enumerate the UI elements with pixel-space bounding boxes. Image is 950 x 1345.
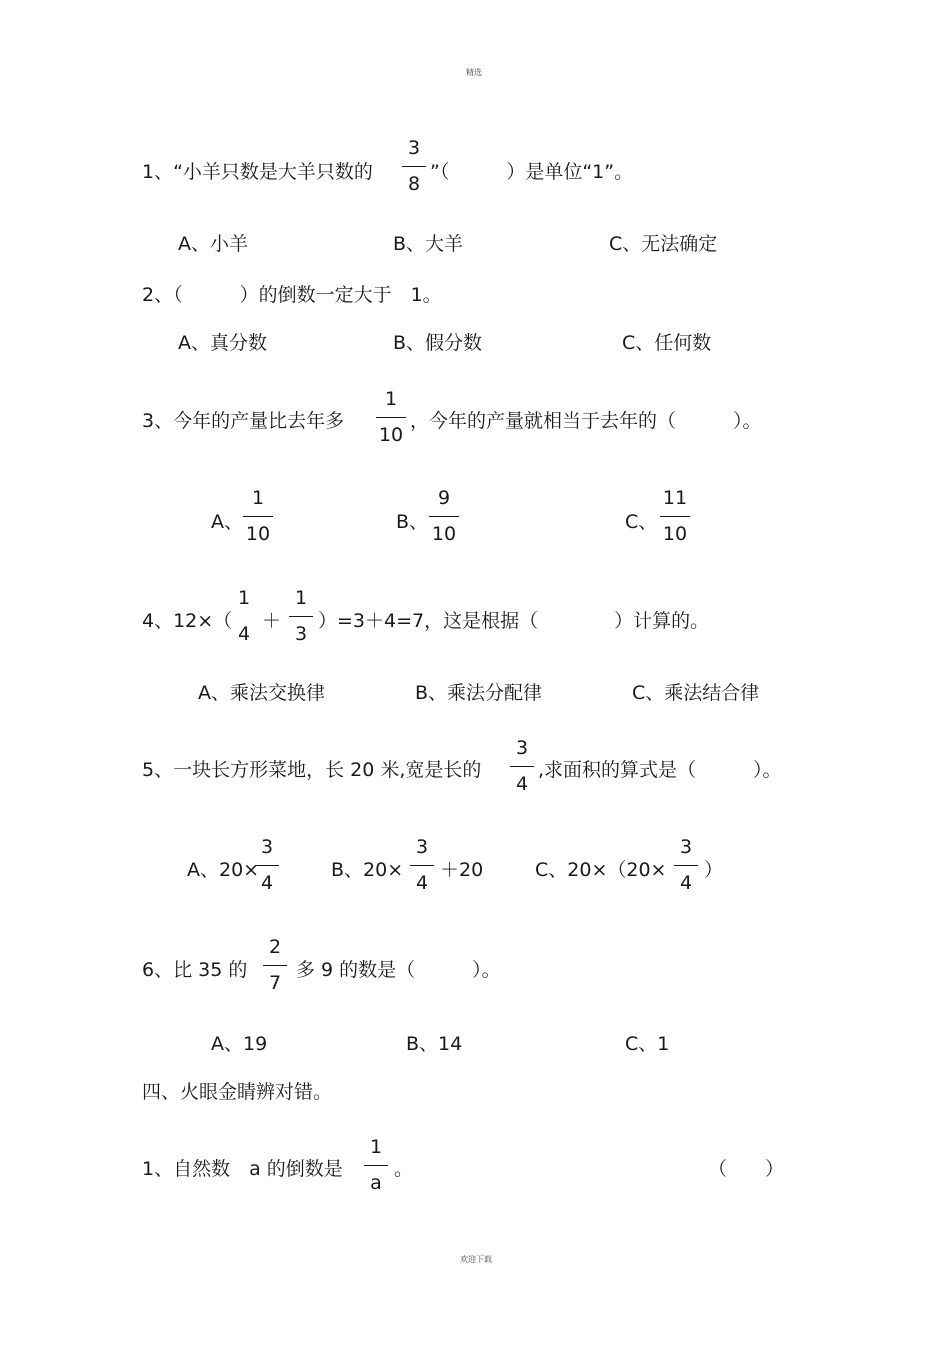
q5-option-c-post: ） <box>704 859 724 881</box>
q3-option-b-label: B、 <box>396 511 429 533</box>
q1-fraction <box>399 137 429 197</box>
q6-option-b: B、14 <box>406 1033 463 1055</box>
q5-option-c-fraction: 3 4 <box>671 836 701 896</box>
q6-fraction: 2 7 <box>260 936 290 996</box>
q1-prefix: 1、“小羊只数是大羊只数的 <box>142 161 373 183</box>
q2-option-b: B、假分数 <box>393 332 483 354</box>
q5-option-b-fraction: 3 4 <box>407 836 437 896</box>
q3-option-b-fraction: 9 10 <box>426 487 462 547</box>
q2-option-c: C、任何数 <box>622 332 712 354</box>
s4q1-suffix: 。 <box>394 1158 414 1180</box>
q3-option-c-label: C、 <box>625 511 658 533</box>
q5-option-a-text: A、20× <box>187 859 260 881</box>
q4-option-c: C、乘法结合律 <box>632 682 760 704</box>
q1-option-a: A、小羊 <box>178 233 248 255</box>
q2-option-a: A、真分数 <box>178 332 267 354</box>
q3-prefix: 3、今年的产量比去年多 <box>142 410 345 432</box>
q6-prefix: 6、比 35 的 <box>142 959 248 981</box>
q5-option-a-fraction: 3 4 <box>252 836 282 896</box>
q5-prefix: 5、一块长方形菜地，长 20 米,宽是长的 <box>142 759 482 781</box>
q1-denominator: 8 <box>407 173 421 195</box>
q4-fraction-2: 1 3 <box>286 587 316 647</box>
q5-option-b-post: ＋20 <box>440 859 484 881</box>
q1-numerator: 3 <box>407 137 421 159</box>
section-4-title: 四、火眼金睛辨对错。 <box>142 1081 333 1103</box>
q4-suffix: ）=3＋4=7，这是根据（ ）计算的。 <box>318 610 710 632</box>
q3-suffix: ，今年的产量就相当于去年的（ ）。 <box>410 410 762 432</box>
q6-option-a: A、19 <box>211 1033 268 1055</box>
q6-option-c: C、1 <box>625 1033 670 1055</box>
q4-prefix: 4、12×（ <box>142 610 233 632</box>
q1-option-b: B、大羊 <box>393 233 464 255</box>
q3-denominator: 10 <box>378 424 404 446</box>
q3-option-a-fraction: 1 10 <box>240 487 276 547</box>
q6-suffix: 多 9 的数是（ ）。 <box>296 959 501 981</box>
q5-fraction: 3 4 <box>507 737 537 797</box>
s4q1-answer-blank: （ ） <box>708 1158 785 1180</box>
q4-fraction-1: 1 4 <box>237 587 251 645</box>
q5-suffix: ,求面积的算式是（ ）。 <box>538 759 782 781</box>
q3-numerator: 1 <box>384 388 398 410</box>
q3-option-c-fraction: 11 10 <box>657 487 693 547</box>
q3-fraction <box>373 388 409 448</box>
s4q1-fraction: 1 a <box>361 1136 391 1196</box>
q4-plus: ＋ <box>262 610 282 632</box>
q3-option-a-label: A、 <box>211 511 243 533</box>
q1-suffix: ”（ ）是单位“1”。 <box>430 161 634 183</box>
q4-option-a: A、乘法交换律 <box>198 682 325 704</box>
q4-option-b: B、乘法分配律 <box>415 682 543 704</box>
page-footer: 欢迎下载 <box>460 1255 492 1264</box>
page-header: 精选 <box>466 68 482 77</box>
q1-option-c: C、无法确定 <box>609 233 718 255</box>
q5-option-b-text: B、20× <box>331 859 404 881</box>
q2-text: 2、（ ）的倒数一定大于 1。 <box>142 284 442 306</box>
s4q1-prefix: 1、自然数 a 的倒数是 <box>142 1158 343 1180</box>
q5-option-c-text: C、20×（20× <box>535 859 667 881</box>
